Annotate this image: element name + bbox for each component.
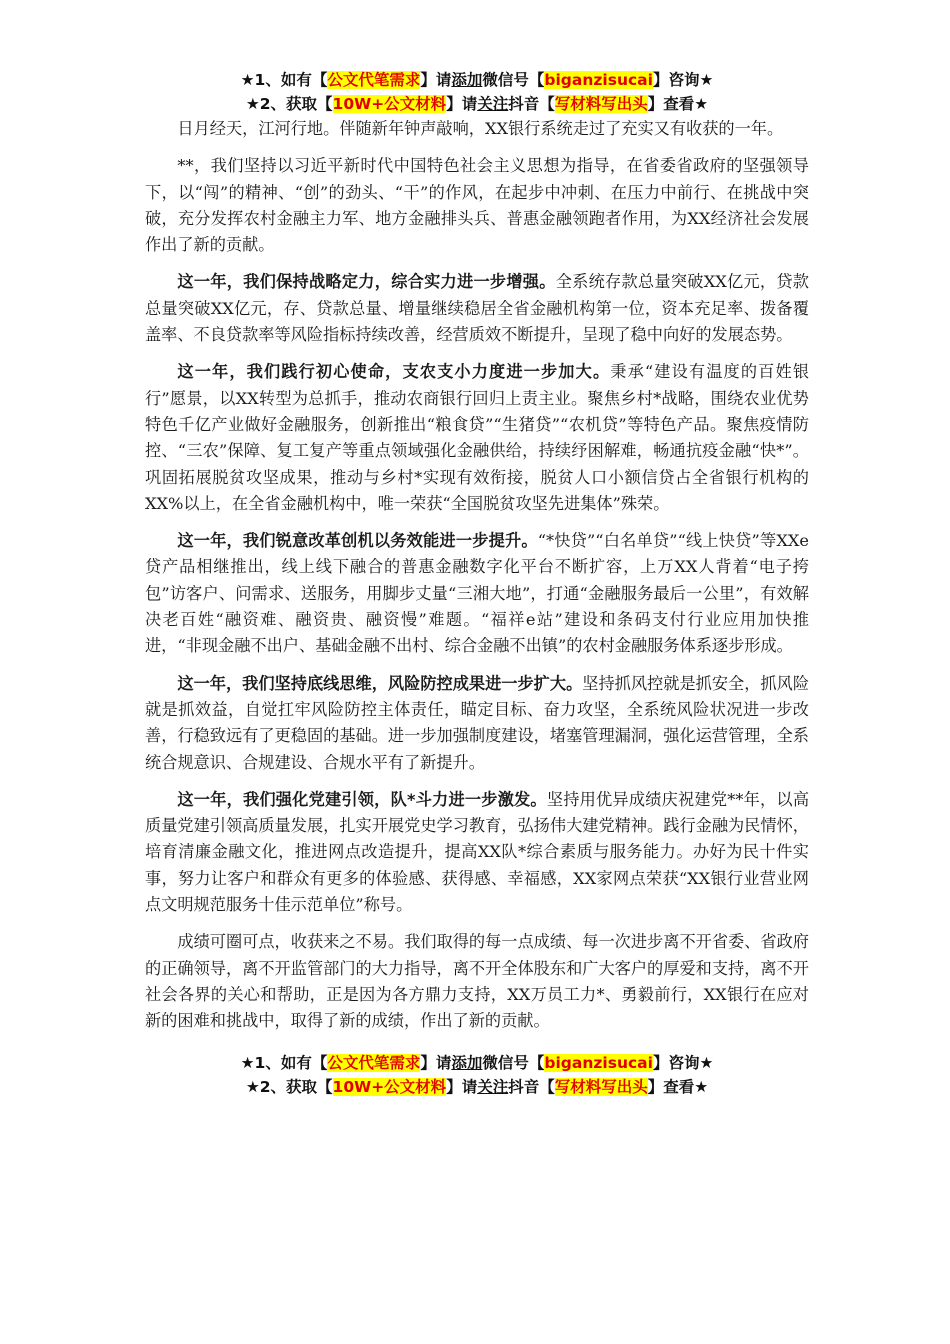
paragraph-text: 秉承“建设有温度的百姓银行”愿景，以XX转型为总抓手，推动农商银行回归上责主业。聚焦乡村*战略，围绕农业优势特色千亿产业做好金融服务，创新推出“粮食贷”“生猪贷”“农机贷”等特色产品。聚焦疫情防控、“三农”保障、复工复产等重点领域强化金融供给，持续纾困解难，畅通抗疫金融“快*”。巩固拓展脱贫攻坚成果，推动与乡村*实现有效衔接，脱贫人口小额信贷占全省银行机构的XX%以上，在全省金融机构中，唯一荣获“全国脱贫攻坚先进集体”殊荣。: [145, 362, 810, 513]
highlight-service-need: 公文代笔需求: [327, 1053, 421, 1072]
header-promo-line-1: [145, 68, 809, 92]
highlight-materials: 10W+公文材料: [332, 1077, 447, 1096]
promo-text: 抖音【: [508, 1077, 555, 1096]
highlight-douyin-id: 写材料写出头: [554, 1077, 648, 1096]
body-paragraph-party: [145, 787, 809, 918]
paragraph-lead: 这一年，我们践行初心使命，支农支小力度进一步加大。: [177, 362, 611, 382]
body-paragraph-risk: [145, 671, 809, 776]
paragraph-lead: 这一年，我们保持战略定力，综合实力进一步增强。: [177, 272, 556, 292]
body-paragraph-reform: [145, 528, 809, 659]
footer-promo: [145, 1051, 809, 1099]
star-icon: ★: [240, 71, 255, 89]
star-icon: ★: [245, 1077, 260, 1096]
highlight-wechat-id: biganzisucai: [544, 71, 653, 89]
highlight-service-need: 公文代笔需求: [327, 71, 421, 89]
promo-text: 】请: [446, 1077, 478, 1096]
paragraph-text: 全系统存款总量突破XX亿元，贷款总量突破XX亿元，存、贷款总量、增量继续稳居全省金融机构第一位，资本充足率、拨备覆盖率、不良贷款率等风险指标持续改善，经营质效不断提升，呈现了稳中向好的发展态势。: [145, 272, 809, 345]
underlined-add: 添加: [451, 1053, 483, 1072]
underlined-follow: 关注: [477, 1077, 509, 1096]
star-icon: ★: [245, 95, 260, 113]
body-paragraph-agriculture: [145, 359, 809, 517]
highlight-douyin-id: 写材料写出头: [554, 95, 648, 113]
promo-text: 】咨询★: [652, 71, 714, 89]
body-paragraph-strength: [145, 269, 809, 348]
promo-text: 】查看★: [647, 95, 709, 113]
footer-promo-line-1: [145, 1051, 809, 1075]
promo-text: 2、获取【: [259, 1077, 333, 1096]
document-page: [145, 68, 809, 1099]
highlight-materials: 10W+公文材料: [332, 95, 447, 113]
promo-text: 1、如有【: [254, 1053, 328, 1072]
paragraph-text: **，我们坚持以习近平新时代中国特色社会主义思想为指导，在省委省政府的坚强领导下，以“闯”的精神、“创”的劲头、“干”的作风，在起步中冲刺、在压力中前行、在挑战中突破，充分发挥农村金融主力军、地方金融排头兵、普惠金融领跑者作用，为XX经济社会发展作出了新的贡献。: [145, 156, 809, 255]
star-icon: ★: [240, 1053, 255, 1072]
paragraph-lead: 这一年，我们锐意改革创机以务效能进一步提升。: [177, 531, 538, 551]
promo-text: 】请: [420, 1053, 452, 1072]
paragraph-lead: 这一年，我们坚持底线思维，风险防控成果进一步扩大。: [177, 673, 583, 693]
footer-promo-line-2: [145, 1075, 809, 1099]
promo-text: 抖音【: [508, 95, 555, 113]
highlight-wechat-id: biganzisucai: [544, 1053, 653, 1072]
paragraph-text: “*快贷”“白名单贷”“线上快贷”等XXe贷产品相继推出，线上线下融合的普惠金融数字化平台不断扩容，上万XX人背着“电子挎包”访客户、问需求、送服务，用脚步丈量“三湘大地”，打通“金融服务最后一公里”，有效解决老百姓“融资难、融资贵、融资慢”难题。“福祥e站”建设和条码支付行业应用加快推进，“非现金融不出户、基础金融不出村、综合金融不出镇”的农村金融服务体系逐步形成。: [145, 531, 810, 656]
paragraph-text: 日月经天，江河行地。伴随新年钟声敲响，XX银行系统走过了充实又有收获的一年。: [177, 119, 784, 138]
body-paragraph-1: [145, 116, 809, 142]
body-paragraph-conclusion: [145, 929, 809, 1034]
promo-text: 】请: [446, 95, 478, 113]
header-promo-line-2: [145, 92, 809, 116]
paragraph-lead: 这一年，我们强化党建引领，队*斗力进一步激发。: [177, 789, 547, 809]
body-paragraph-2: [145, 153, 809, 258]
underlined-add: 添加: [451, 71, 483, 89]
promo-text: 】查看★: [647, 1077, 709, 1096]
paragraph-text: 坚持抓风控就是抓安全，抓风险就是抓效益，自觉扛牢风险防控主体责任，瞄定目标、奋力攻坚，全系统风险状况进一步改善，行稳致远有了更稳固的基础。进一步加强制度建设，堵塞管理漏洞，强化运营管理，全系统合规意识、合规建设、合规水平有了新提升。: [145, 673, 810, 772]
promo-text: 】咨询★: [652, 1053, 714, 1072]
paragraph-text: 坚持用优异成绩庆祝建党**年，以高质量党建引领高质量发展，扎实开展党史学习教育，弘扬伟大建党精神。践行金融为民情怀，培育清廉金融文化，推进网点改造提升，提高XX队*综合素质与服务能力。办好为民十件实事，努力让客户和群众有更多的体验感、获得感、幸福感，XX家网点荣获“XX银行业营业网点文明规范服务十佳示范单位”称号。: [145, 789, 810, 915]
promo-text: 】请: [420, 71, 452, 89]
promo-text: 1、如有【: [254, 71, 328, 89]
promo-text: 微信号【: [482, 1053, 545, 1072]
underlined-follow: 关注: [477, 95, 509, 113]
promo-text: 微信号【: [482, 71, 545, 89]
paragraph-text: 成绩可圈可点，收获来之不易。我们取得的每一点成绩、每一次进步离不开省委、省政府的正确领导，离不开监管部门的大力指导，离不开全体股东和广大客户的厚爱和支持，离不开社会各界的关心和帮助，正是因为各方鼎力支持，XX万员工力*、勇毅前行，XX银行在应对新的困难和挑战中，取得了新的成绩，作出了新的贡献。: [145, 932, 809, 1031]
promo-text: 2、获取【: [259, 95, 333, 113]
